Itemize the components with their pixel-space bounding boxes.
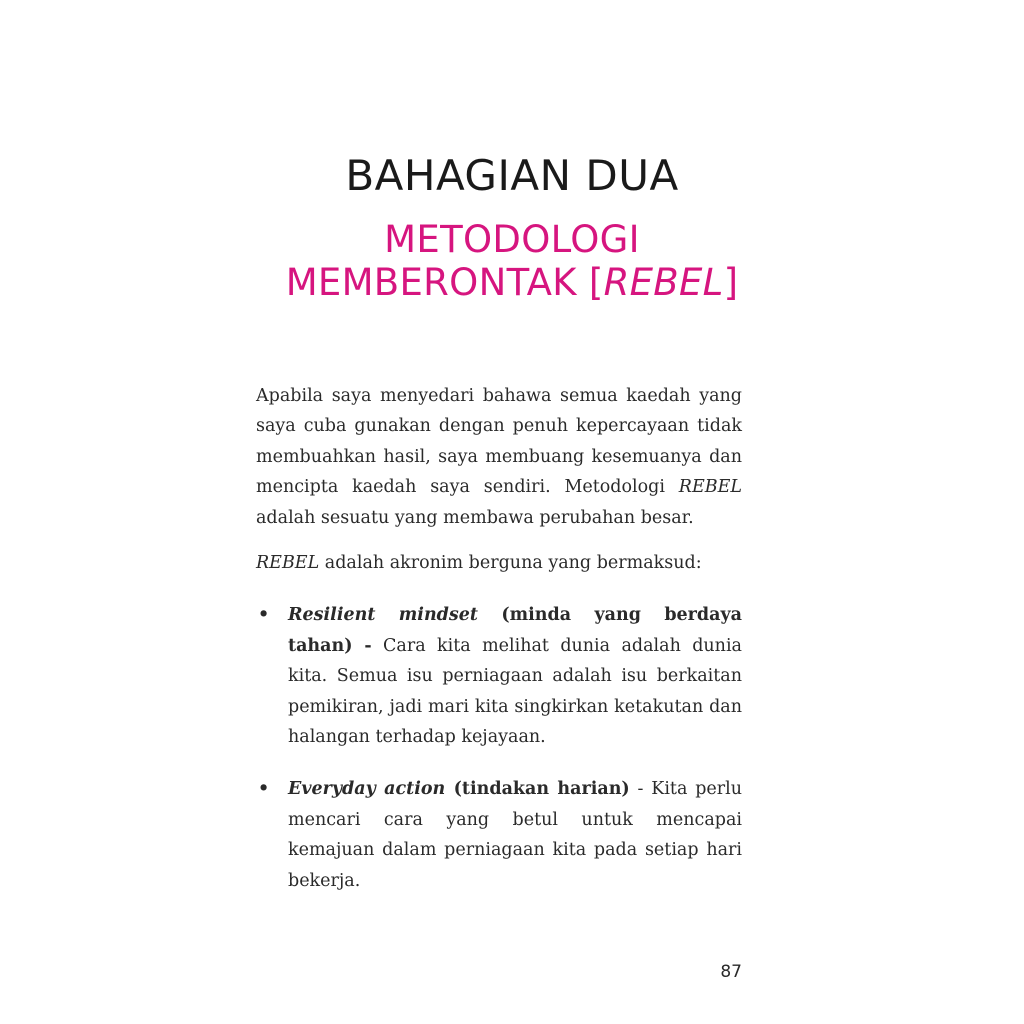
bullet-text: - Kita perlu mencari cara yang betul untuk mencapai kemajuan dalam perniagaan kita pada setiap hari bekerja.: [288, 779, 742, 891]
page-number: 87: [720, 962, 742, 982]
subtitle-line-1: METODOLOGI: [384, 218, 640, 261]
bullet-term: Resilient mindset: [288, 605, 478, 626]
list-item: [256, 774, 742, 896]
bullet-term: Everyday action: [288, 779, 446, 800]
subtitle-line-2-suffix: ]: [723, 261, 739, 304]
acronym-list: [256, 600, 742, 896]
list-item: [256, 600, 742, 752]
intro-text-start: Apabila saya menyedari bahawa semua kaedah yang saya cuba gunakan dengan penuh kepercayaan tidak membuahkan hasil, saya membuang kesemuanya dan mencipta kaedah saya sendiri. Metodologi: [256, 386, 742, 498]
intro-text-end: adalah sesuatu yang membawa perubahan besar.: [256, 507, 694, 528]
subtitle-line-2: [0, 261, 1024, 304]
part-subtitle: [0, 218, 1024, 304]
section-heading: [0, 150, 1024, 304]
intro-paragraph: [256, 381, 742, 533]
acronym-paragraph: [256, 548, 742, 578]
bullet-text: Cara kita melihat dunia adalah dunia kita. Semua isu perniagaan adalah isu berkaitan pemikiran, jadi mari kita singkirkan ketakutan dan halangan terhadap kejayaan.: [288, 635, 742, 748]
body-text: [256, 381, 742, 896]
intro-rebel-italic: REBEL: [678, 477, 742, 498]
part-title: BAHAGIAN DUA: [345, 151, 679, 200]
bullet-gloss: (tindakan harian): [445, 779, 630, 800]
bullet-gloss: (minda yang berdaya tahan) -: [288, 605, 742, 656]
subtitle-line-2-italic: REBEL: [603, 261, 724, 304]
subtitle-line-2-prefix: MEMBERONTAK [: [285, 261, 604, 304]
bullet-icon: •: [258, 605, 270, 626]
bullet-icon: •: [258, 779, 270, 800]
acronym-text: adalah akronim berguna yang bermaksud:: [319, 553, 702, 574]
acronym-rebel-italic: REBEL: [256, 553, 320, 574]
